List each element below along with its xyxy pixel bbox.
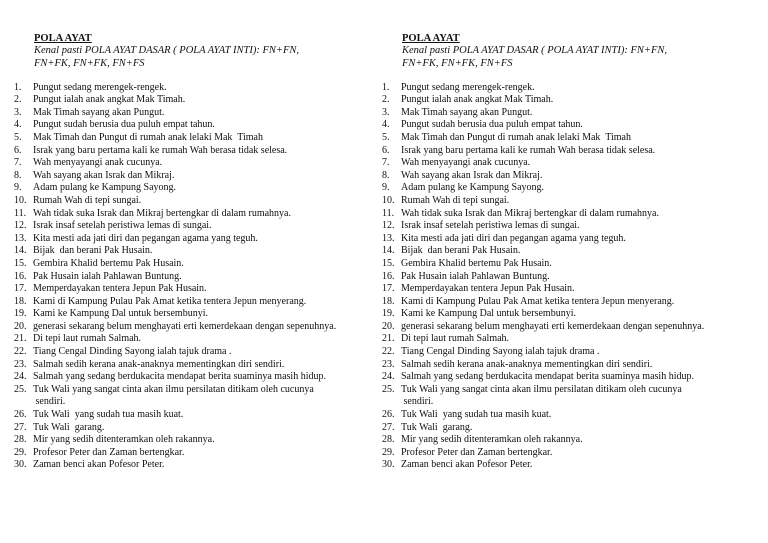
item-number: 10. bbox=[14, 194, 27, 206]
list-item bbox=[382, 434, 754, 447]
item-number: 6. bbox=[14, 144, 22, 156]
item-number: 16. bbox=[14, 270, 27, 282]
list-item bbox=[382, 283, 754, 296]
sentence-list bbox=[382, 82, 754, 472]
item-sentence: Bijak dan berani Pak Husain. bbox=[33, 245, 153, 257]
item-number: 22. bbox=[14, 346, 27, 358]
list-item bbox=[14, 384, 386, 409]
list-item bbox=[382, 321, 754, 334]
list-item bbox=[382, 170, 754, 183]
item-sentence: Israk yang baru pertama kali ke rumah Wah berasa tidak selesa. bbox=[33, 144, 288, 156]
sentence-list bbox=[14, 82, 386, 472]
item-sentence: Profesor Peter dan Zaman bertengkar. bbox=[33, 446, 185, 458]
item-number: 1. bbox=[14, 81, 22, 93]
item-sentence: Tuk Wali garang. bbox=[33, 421, 105, 433]
item-sentence: Wah sayang akan Israk dan Mikraj. bbox=[33, 169, 175, 181]
item-number: 20. bbox=[382, 320, 395, 332]
list-item bbox=[382, 157, 754, 170]
list-item bbox=[14, 459, 386, 472]
item-number: 28. bbox=[14, 434, 27, 446]
item-number: 10. bbox=[382, 194, 395, 206]
list-item bbox=[382, 258, 754, 271]
list-item bbox=[14, 157, 386, 170]
item-sentence: Gembira Khalid bertemu Pak Husain. bbox=[401, 257, 552, 269]
item-number: 22. bbox=[382, 346, 395, 358]
item-number: 3. bbox=[382, 106, 390, 118]
list-item bbox=[14, 182, 386, 195]
worksheet-left bbox=[14, 33, 386, 472]
list-item bbox=[14, 359, 386, 372]
list-item bbox=[382, 132, 754, 145]
list-item bbox=[382, 296, 754, 309]
item-number: 7. bbox=[382, 157, 390, 169]
item-number: 11. bbox=[14, 207, 27, 219]
item-number: 9. bbox=[14, 182, 22, 194]
list-item bbox=[382, 94, 754, 107]
item-sentence: Tuk Wali yang sudah tua masih kuat. bbox=[401, 409, 552, 421]
item-sentence: Rumah Wah di tepi sungai. bbox=[33, 194, 142, 206]
item-sentence: Pungut sedang merengek-rengek. bbox=[33, 81, 167, 93]
item-sentence: Tiang Cengal Dinding Sayong ialah tajuk drama . bbox=[33, 346, 232, 358]
item-number: 8. bbox=[382, 169, 390, 181]
list-item bbox=[14, 82, 386, 95]
item-sentence: Pak Husain ialah Pahlawan Buntung. bbox=[33, 270, 182, 282]
item-sentence: Israk yang baru pertama kali ke rumah Wah berasa tidak selesa. bbox=[401, 144, 656, 156]
list-item bbox=[14, 132, 386, 145]
item-sentence: Salmah sedih kerana anak-anaknya mementingkan diri sendiri. bbox=[401, 358, 653, 370]
item-number: 23. bbox=[14, 358, 27, 370]
list-item bbox=[382, 447, 754, 460]
item-number: 17. bbox=[382, 283, 395, 295]
item-number: 28. bbox=[382, 434, 395, 446]
item-sentence: Pungut sudah berusia dua puluh empat tahun. bbox=[33, 119, 215, 131]
list-item bbox=[14, 94, 386, 107]
worksheet-instruction bbox=[34, 45, 386, 71]
list-item bbox=[382, 422, 754, 435]
list-item bbox=[14, 145, 386, 158]
item-number: 19. bbox=[382, 308, 395, 320]
item-number: 18. bbox=[382, 295, 395, 307]
item-sentence: Salmah yang sedang berdukacita mendapat berita suaminya masih hidup. bbox=[401, 371, 694, 383]
item-sentence: Gembira Khalid bertemu Pak Husain. bbox=[33, 257, 184, 269]
item-sentence: generasi sekarang belum menghayati erti kemerdekaan dengan sepenuhnya. bbox=[33, 320, 337, 332]
list-item bbox=[382, 245, 754, 258]
item-sentence: Kami ke Kampung Dal untuk bersembunyi. bbox=[401, 308, 576, 320]
instruction-line-2: FN+FK, FN+FK, FN+FS bbox=[34, 57, 145, 69]
list-item bbox=[382, 208, 754, 221]
item-sentence: Profesor Peter dan Zaman bertengkar. bbox=[401, 446, 553, 458]
instruction-line-2: FN+FK, FN+FK, FN+FS bbox=[402, 57, 513, 69]
list-item bbox=[382, 359, 754, 372]
item-number: 1. bbox=[382, 81, 390, 93]
item-number: 4. bbox=[14, 119, 22, 131]
list-item bbox=[382, 220, 754, 233]
item-sentence: Tuk Wali yang sudah tua masih kuat. bbox=[33, 409, 184, 421]
item-number: 21. bbox=[382, 333, 395, 345]
item-number: 14. bbox=[382, 245, 395, 257]
list-item bbox=[382, 182, 754, 195]
list-item bbox=[382, 271, 754, 284]
item-number: 30. bbox=[14, 459, 27, 471]
item-sentence: Mir yang sedih ditenteramkan oleh rakannya. bbox=[33, 434, 215, 446]
item-sentence: Adam pulang ke Kampung Sayong. bbox=[33, 182, 177, 194]
item-sentence: Bijak dan berani Pak Husain. bbox=[401, 245, 521, 257]
item-sentence: Wah menyayangi anak cucunya. bbox=[33, 157, 163, 169]
item-number: 13. bbox=[14, 232, 27, 244]
item-sentence: Mak Timah dan Pungut di rumah anak lelaki Mak Timah bbox=[33, 131, 263, 143]
item-number: 21. bbox=[14, 333, 27, 345]
item-sentence: Zaman benci akan Pofesor Peter. bbox=[401, 459, 533, 471]
item-sentence: Pak Husain ialah Pahlawan Buntung. bbox=[401, 270, 550, 282]
instruction-line-1: Kenal pasti POLA AYAT DASAR ( POLA AYAT INTI): FN+FN, bbox=[34, 45, 300, 56]
item-sentence: Wah tidak suka Israk dan Mikraj bertengkar di dalam rumahnya. bbox=[401, 207, 659, 219]
list-item bbox=[14, 447, 386, 460]
item-number: 4. bbox=[382, 119, 390, 131]
list-item bbox=[14, 321, 386, 334]
item-sentence: Tuk Wali yang sangat cinta akan ilmu persilatan ditikam oleh cucunya sendiri. bbox=[401, 383, 682, 408]
list-item bbox=[14, 434, 386, 447]
worksheet-title: POLA AYAT bbox=[34, 33, 92, 44]
list-item bbox=[14, 271, 386, 284]
worksheet-instruction bbox=[402, 45, 754, 71]
list-item bbox=[382, 409, 754, 422]
worksheet-title: POLA AYAT bbox=[402, 33, 460, 44]
item-sentence: Memperdayakan tentera Jepun Pak Husain. bbox=[401, 283, 575, 295]
item-sentence: Rumah Wah di tepi sungai. bbox=[401, 194, 510, 206]
list-item bbox=[14, 308, 386, 321]
list-item bbox=[14, 170, 386, 183]
item-number: 12. bbox=[382, 220, 395, 232]
item-number: 30. bbox=[382, 459, 395, 471]
item-number: 20. bbox=[14, 320, 27, 332]
item-sentence: Kita mesti ada jati diri dan pegangan agama yang teguh. bbox=[401, 232, 626, 244]
list-item bbox=[382, 371, 754, 384]
list-item bbox=[382, 107, 754, 120]
list-item bbox=[382, 82, 754, 95]
list-item bbox=[382, 459, 754, 472]
item-sentence: Wah sayang akan Israk dan Mikraj. bbox=[401, 169, 543, 181]
item-sentence: Wah menyayangi anak cucunya. bbox=[401, 157, 531, 169]
item-number: 2. bbox=[382, 94, 390, 106]
item-sentence: Wah tidak suka Israk dan Mikraj bertengkar di dalam rumahnya. bbox=[33, 207, 291, 219]
list-item bbox=[14, 195, 386, 208]
item-number: 29. bbox=[382, 446, 395, 458]
item-sentence: Zaman benci akan Pofesor Peter. bbox=[33, 459, 165, 471]
item-sentence: Tuk Wali garang. bbox=[401, 421, 473, 433]
item-sentence: Memperdayakan tentera Jepun Pak Husain. bbox=[33, 283, 207, 295]
list-item bbox=[14, 208, 386, 221]
item-sentence: Tuk Wali yang sangat cinta akan ilmu persilatan ditikam oleh cucunya sendiri. bbox=[33, 383, 314, 408]
list-item bbox=[14, 422, 386, 435]
list-item bbox=[14, 233, 386, 246]
list-item bbox=[382, 346, 754, 359]
item-number: 25. bbox=[14, 383, 27, 395]
list-item bbox=[14, 296, 386, 309]
list-item bbox=[14, 371, 386, 384]
list-item bbox=[382, 333, 754, 346]
item-sentence: Kami ke Kampung Dal untuk bersembunyi. bbox=[33, 308, 208, 320]
list-item bbox=[14, 409, 386, 422]
item-sentence: generasi sekarang belum menghayati erti kemerdekaan dengan sepenuhnya. bbox=[401, 320, 705, 332]
item-number: 15. bbox=[382, 257, 395, 269]
list-item bbox=[14, 245, 386, 258]
item-sentence: Israk insaf setelah peristiwa lemas di sungai. bbox=[33, 220, 212, 232]
list-item bbox=[382, 119, 754, 132]
worksheet-right bbox=[382, 33, 754, 472]
item-number: 29. bbox=[14, 446, 27, 458]
item-number: 9. bbox=[382, 182, 390, 194]
item-sentence: Kita mesti ada jati diri dan pegangan agama yang teguh. bbox=[33, 232, 258, 244]
item-number: 16. bbox=[382, 270, 395, 282]
item-number: 2. bbox=[14, 94, 22, 106]
item-sentence: Adam pulang ke Kampung Sayong. bbox=[401, 182, 545, 194]
item-number: 5. bbox=[382, 131, 390, 143]
list-item bbox=[14, 346, 386, 359]
list-item bbox=[14, 119, 386, 132]
item-number: 14. bbox=[14, 245, 27, 257]
list-item bbox=[382, 195, 754, 208]
item-sentence: Mak Timah sayang akan Pungut. bbox=[401, 106, 533, 118]
item-sentence: Pungut ialah anak angkat Mak Timah. bbox=[401, 94, 554, 106]
item-number: 24. bbox=[382, 371, 395, 383]
item-number: 6. bbox=[382, 144, 390, 156]
list-item bbox=[382, 233, 754, 246]
item-number: 19. bbox=[14, 308, 27, 320]
item-number: 12. bbox=[14, 220, 27, 232]
item-number: 15. bbox=[14, 257, 27, 269]
item-sentence: Pungut sedang merengek-rengek. bbox=[401, 81, 535, 93]
item-number: 5. bbox=[14, 131, 22, 143]
item-sentence: Kami di Kampung Pulau Pak Amat ketika tentera Jepun menyerang. bbox=[33, 295, 307, 307]
item-sentence: Mak Timah dan Pungut di rumah anak lelaki Mak Timah bbox=[401, 131, 631, 143]
item-sentence: Israk insaf setelah peristiwa lemas di sungai. bbox=[401, 220, 580, 232]
item-sentence: Salmah yang sedang berdukacita mendapat berita suaminya masih hidup. bbox=[33, 371, 326, 383]
item-sentence: Tiang Cengal Dinding Sayong ialah tajuk drama . bbox=[401, 346, 600, 358]
list-item bbox=[382, 384, 754, 409]
list-item bbox=[14, 283, 386, 296]
item-number: 17. bbox=[14, 283, 27, 295]
item-sentence: Di tepi laut rumah Salmah. bbox=[33, 333, 142, 345]
item-sentence: Kami di Kampung Pulau Pak Amat ketika tentera Jepun menyerang. bbox=[401, 295, 675, 307]
item-number: 27. bbox=[382, 421, 395, 433]
list-item bbox=[14, 333, 386, 346]
list-item bbox=[14, 107, 386, 120]
item-sentence: Mir yang sedih ditenteramkan oleh rakannya. bbox=[401, 434, 583, 446]
item-number: 3. bbox=[14, 106, 22, 118]
item-sentence: Salmah sedih kerana anak-anaknya mementingkan diri sendiri. bbox=[33, 358, 285, 370]
item-number: 25. bbox=[382, 383, 395, 395]
list-item bbox=[14, 220, 386, 233]
instruction-line-1: Kenal pasti POLA AYAT DASAR ( POLA AYAT INTI): FN+FN, bbox=[402, 45, 668, 56]
item-number: 13. bbox=[382, 232, 395, 244]
list-item bbox=[382, 145, 754, 158]
item-number: 26. bbox=[14, 409, 27, 421]
item-number: 18. bbox=[14, 295, 27, 307]
item-sentence: Pungut sudah berusia dua puluh empat tahun. bbox=[401, 119, 583, 131]
item-number: 27. bbox=[14, 421, 27, 433]
item-number: 7. bbox=[14, 157, 22, 169]
item-sentence: Pungut ialah anak angkat Mak Timah. bbox=[33, 94, 186, 106]
item-number: 23. bbox=[382, 358, 395, 370]
item-number: 26. bbox=[382, 409, 395, 421]
list-item bbox=[382, 308, 754, 321]
item-number: 24. bbox=[14, 371, 27, 383]
item-sentence: Mak Timah sayang akan Pungut. bbox=[33, 106, 165, 118]
list-item bbox=[14, 258, 386, 271]
item-number: 8. bbox=[14, 169, 22, 181]
item-sentence: Di tepi laut rumah Salmah. bbox=[401, 333, 510, 345]
item-number: 11. bbox=[382, 207, 395, 219]
